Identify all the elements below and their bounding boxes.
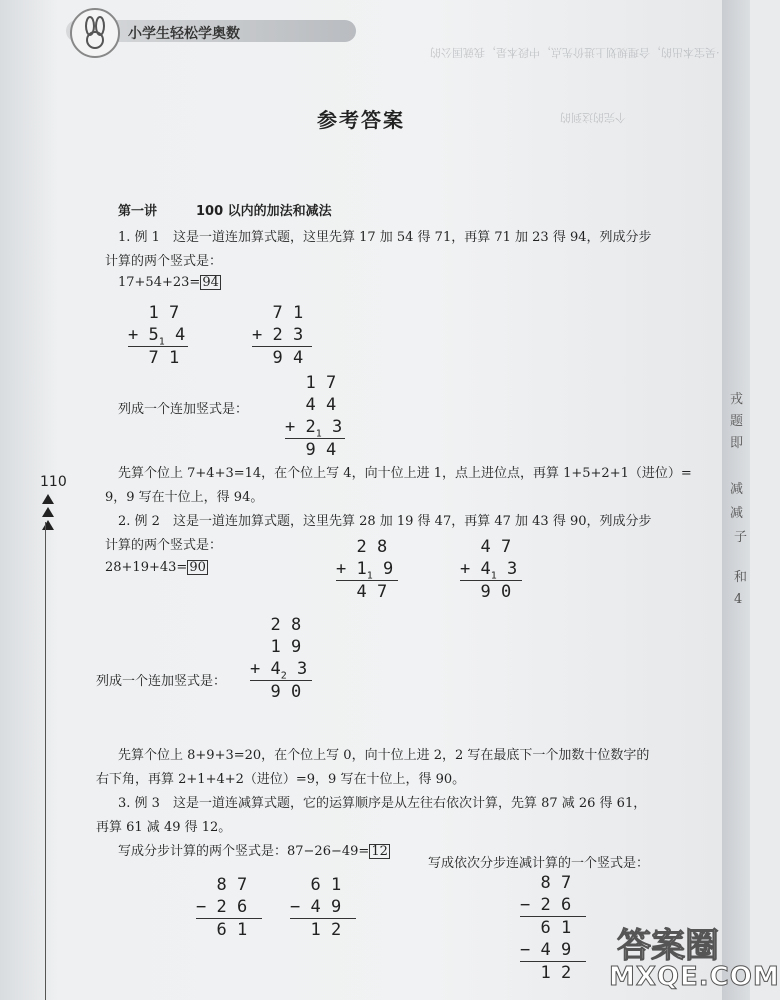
vertical-calc-2a: 2 8 + $1_1$ 9 4 7: [336, 536, 398, 603]
example3-line2: 再算 61 减 49 得 12。: [96, 820, 232, 835]
vertical-calc-3b: 6 1 − 4 9 1 2: [290, 874, 356, 941]
bleed-through-text: 个完的这到的: [560, 111, 626, 124]
adjacent-page-edge: [722, 0, 750, 1000]
example2-line2: 计算的两个竖式是：: [105, 538, 223, 553]
example3-steps-label: 写成分步计算的两个竖式是：87−26−49= 12: [118, 844, 388, 859]
rabbit-logo-icon: [70, 8, 120, 58]
example1-explanation-line1: 先算个位上 7+4+3=14，在个位上写 4，向十位上进 1，点上进位点，再算 1+5+2+1（进位）=: [118, 466, 692, 481]
example2-chain-label: 列成一个连加竖式是：: [96, 674, 227, 689]
triangle-marker-icon: [42, 520, 54, 530]
example2-explanation-line1: 先算个位上 8+9+3=20，在个位上写 0，向十位上进 2，2 写在最底下一个加数十位数字的: [118, 748, 650, 763]
example1-line2: 计算的两个竖式是：: [105, 254, 223, 269]
answer-box: 94: [202, 275, 219, 290]
example1-chain-label: 列成一个连加竖式是：: [118, 402, 249, 417]
triangle-marker-icon: [42, 507, 54, 517]
edge-char: 戎: [730, 392, 744, 407]
vertical-calc-2b: 4 7 + $4_1$ 3 9 0: [460, 536, 522, 603]
watermark-logo: 答案圈 MXQE.COM: [609, 926, 780, 992]
vertical-calc-3a: 8 7 − 2 6 6 1: [196, 874, 262, 941]
vertical-calc-1b: 7 1 + 2 3 9 4: [252, 302, 312, 369]
bleed-through-text: ·吴宝本出的，合理规划上进价先点，中段本是，我就国公的: [430, 46, 720, 59]
example3-chain-label: 写成依次分步连减计算的一个竖式是：: [428, 856, 650, 871]
example2-expression: 28+19+43= 90: [105, 560, 206, 575]
edge-char: 和: [734, 570, 748, 585]
example2-explanation-line2: 右下角，再算 2+1+4+2（进位）=9，9 写在十位上，得 90。: [96, 772, 466, 787]
answer-box: 12: [371, 844, 388, 859]
margin-rule: [45, 522, 46, 1000]
triangle-marker-icon: [42, 494, 54, 504]
page-title: 参考答案: [317, 108, 405, 132]
vertical-calc-1c: 1 7 4 4 + $2_1$ 3 9 4: [285, 372, 345, 461]
edge-char: 即: [730, 436, 744, 451]
edge-char: 子: [734, 530, 748, 545]
edge-char: 4: [734, 592, 743, 607]
example1-line1: 1. 例 1 这是一道连加算式题，这里先算 17 加 54 得 71，再算 71 加 23 得 94，列成分步: [118, 230, 652, 245]
edge-char: 题: [730, 414, 744, 429]
example1-explanation-line2: 9，9 写在十位上，得 94。: [105, 490, 264, 505]
page-number: 110: [40, 474, 67, 490]
edge-char: 减: [730, 506, 744, 521]
vertical-calc-3c: 8 7 − 2 6 6 1 − 4 9 1 2: [520, 872, 586, 984]
example2-line1: 2. 例 2 这是一道连加算式题，这里先算 28 加 19 得 47，再算 47 加 43 得 90，列成分步: [118, 514, 652, 529]
series-title: 小学生轻松学奥数: [128, 26, 240, 42]
lecture-label: 第一讲: [118, 204, 158, 219]
example1-expression: 17+54+23= 94: [118, 275, 219, 290]
lecture-topic: 100 以内的加法和减法: [196, 204, 332, 219]
answer-box: 90: [189, 560, 206, 575]
vertical-calc-2c: 2 8 1 9 + $4_2$ 3 9 0: [250, 614, 312, 703]
example3-line1: 3. 例 3 这是一道连减算式题，它的运算顺序是从左往右依次计算，先算 87 减 26 得 61，: [118, 796, 647, 811]
vertical-calc-1a: 1 7 + $5_1$ 4 7 1: [128, 302, 188, 369]
edge-char: 减: [730, 482, 744, 497]
